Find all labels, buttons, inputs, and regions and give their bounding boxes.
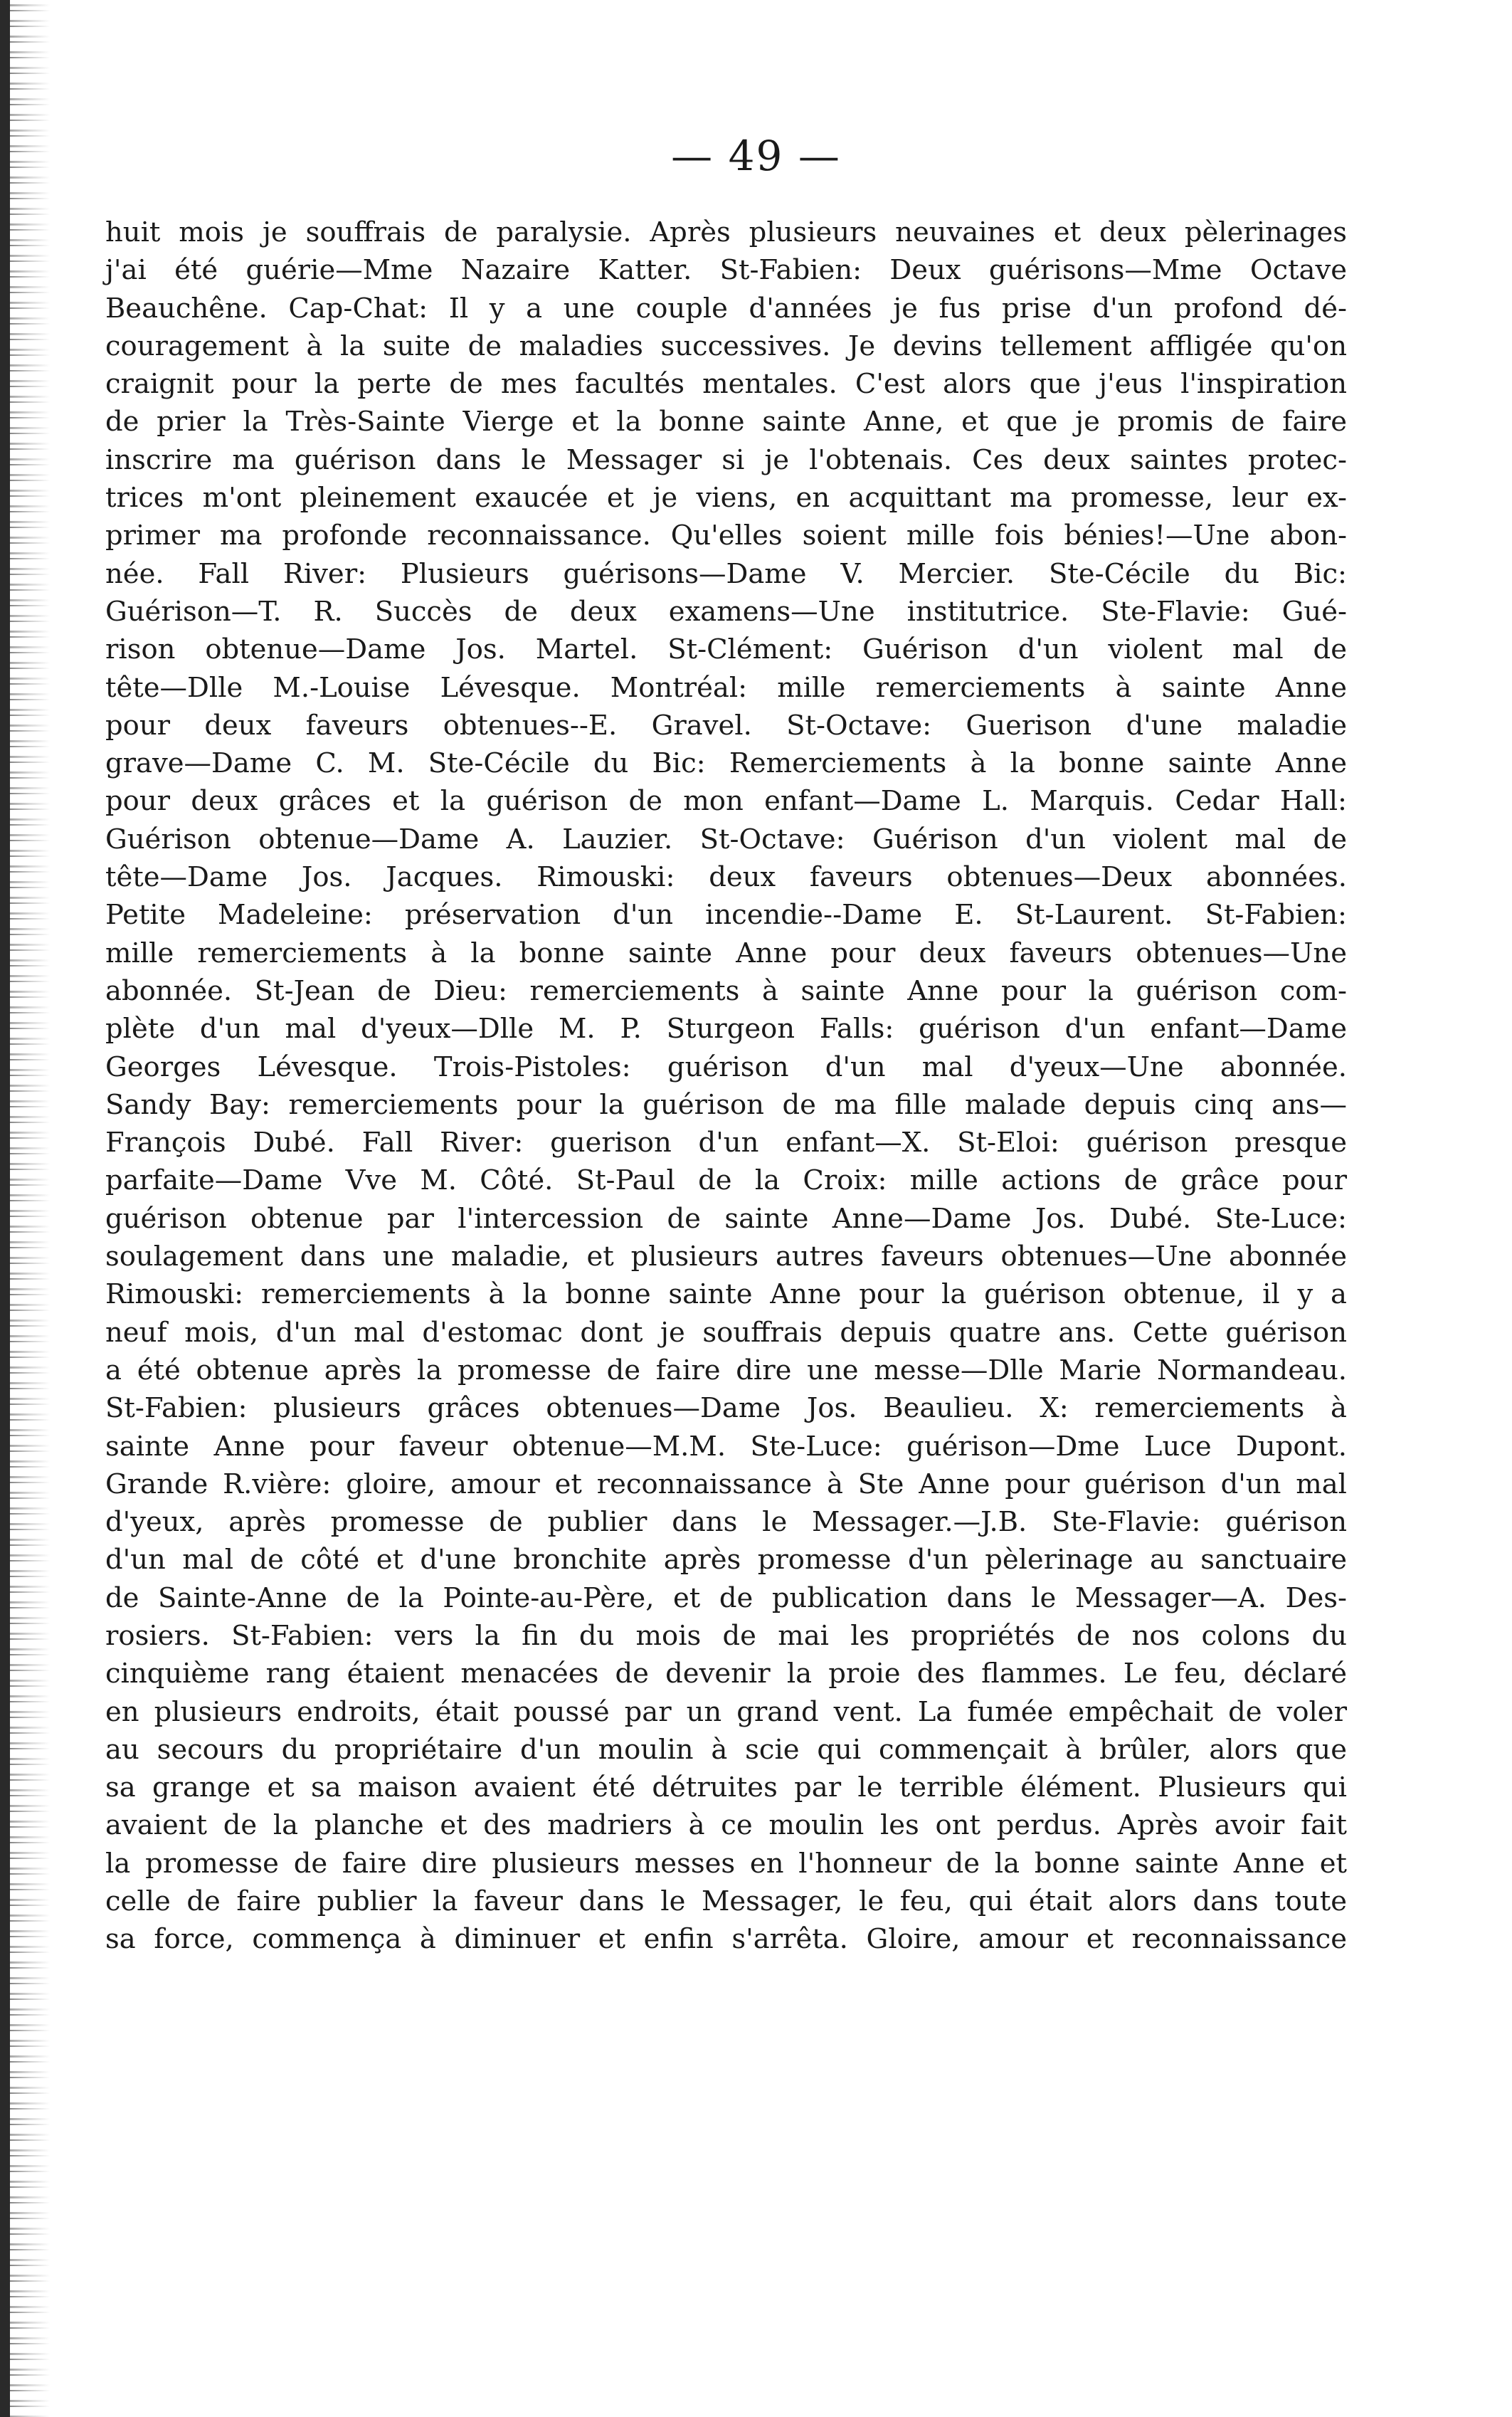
text-line: craignit pour la perte de mes facultés mentales. C'est alors que j'eus l'inspiration <box>105 368 1347 401</box>
text-line: plète d'un mal d'yeux—Dlle M. P. Sturgeon Falls: guérison d'un enfant—Dame <box>105 1013 1347 1046</box>
text-line: soulagement dans une maladie, et plusieurs autres faveurs obtenues—Une abonnée <box>105 1241 1347 1273</box>
text-line: d'yeux, après promesse de publier dans le Messager.—J.B. Ste-Flavie: guérison <box>105 1506 1347 1539</box>
text-line: abonnée. St-Jean de Dieu: remerciements à sainte Anne pour la guérison com- <box>105 974 1347 1007</box>
text-line: rison obtenue—Dame Jos. Martel. St-Clément: Guérison d'un violent mal de <box>105 633 1347 666</box>
text-line: au secours du propriétaire d'un moulin à scie qui commençait à brûler, alors que <box>105 1733 1347 1766</box>
text-line: Grande R.vière: gloire, amour et reconnaissance à Ste Anne pour guérison d'un mal <box>105 1468 1347 1500</box>
page-number: — 49 — <box>671 132 841 180</box>
text-line: celle de faire publier la faveur dans le Messager, le feu, qui était alors dans toute <box>105 1885 1347 1918</box>
text-line: la promesse de faire dire plusieurs messes en l'honneur de la bonne sainte Anne et <box>105 1847 1347 1880</box>
text-line: guérison obtenue par l'intercession de sainte Anne—Dame Jos. Dubé. Ste-Luce: <box>105 1202 1347 1235</box>
text-line: d'un mal de côté et d'une bronchite après promesse d'un pèlerinage au sanctuaire <box>105 1544 1347 1576</box>
text-line: pour deux grâces et la guérison de mon enfant—Dame L. Marquis. Cedar Hall: <box>105 785 1347 818</box>
text-line: pour deux faveurs obtenues--E. Gravel. St-Octave: Guerison d'une maladie <box>105 709 1347 742</box>
body-text <box>105 214 1347 2384</box>
text-line: Rimouski: remerciements à la bonne sainte Anne pour la guérison obtenue, il y a <box>105 1278 1347 1311</box>
text-line: inscrire ma guérison dans le Messager si je l'obtenais. Ces deux saintes protec- <box>105 443 1347 476</box>
text-line: couragement à la suite de maladies successives. Je devins tellement affligée qu'on <box>105 330 1347 362</box>
text-line: François Dubé. Fall River: guerison d'un enfant—X. St-Eloi: guérison presque <box>105 1127 1347 1159</box>
text-line: trices m'ont pleinement exaucée et je viens, en acquittant ma promesse, leur ex- <box>105 482 1347 515</box>
text-line: parfaite—Dame Vve M. Côté. St-Paul de la Croix: mille actions de grâce pour <box>105 1164 1347 1197</box>
text-line: Guérison obtenue—Dame A. Lauzier. St-Octave: Guérison d'un violent mal de <box>105 823 1347 855</box>
text-line: a été obtenue après la promesse de faire dire une messe—Dlle Marie Normandeau. <box>105 1354 1347 1386</box>
text-line: tête—Dlle M.-Louise Lévesque. Montréal: mille remerciements à sainte Anne <box>105 671 1347 704</box>
text-line: sa grange et sa maison avaient été détruites par le terrible élément. Plusieurs qui <box>105 1771 1347 1804</box>
text-line: Guérison—T. R. Succès de deux examens—Une institutrice. Ste-Flavie: Gué- <box>105 595 1347 628</box>
text-line: j'ai été guérie—Mme Nazaire Katter. St-Fabien: Deux guérisons—Mme Octave <box>105 254 1347 287</box>
text-line: sa force, commença à diminuer et enfin s'arrêta. Gloire, amour et reconnaissance <box>105 1923 1347 1956</box>
text-line: Petite Madeleine: préservation d'un incendie--Dame E. St-Laurent. St-Fabien: <box>105 899 1347 932</box>
text-line: primer ma profonde reconnaissance. Qu'elles soient mille fois bénies!—Une abon- <box>105 520 1347 552</box>
text-line: née. Fall River: Plusieurs guérisons—Dame V. Mercier. Ste-Cécile du Bic: <box>105 557 1347 590</box>
text-line: Beauchêne. Cap-Chat: Il y a une couple d'années je fus prise d'un profond dé- <box>105 292 1347 325</box>
text-line: neuf mois, d'un mal d'estomac dont je souffrais depuis quatre ans. Cette guérison <box>105 1316 1347 1349</box>
text-line: de prier la Très-Sainte Vierge et la bonne sainte Anne, et que je promis de faire <box>105 406 1347 438</box>
text-line: grave—Dame C. M. Ste-Cécile du Bic: Remerciements à la bonne sainte Anne <box>105 747 1347 780</box>
text-line: mille remerciements à la bonne sainte Anne pour deux faveurs obtenues—Une <box>105 937 1347 969</box>
text-line: de Sainte-Anne de la Pointe-au-Père, et de publication dans le Messager—A. Des- <box>105 1581 1347 1614</box>
binding-shadow <box>0 0 10 2417</box>
text-line: rosiers. St-Fabien: vers la fin du mois de mai les propriétés de nos colons du <box>105 1619 1347 1652</box>
text-line: tête—Dame Jos. Jacques. Rimouski: deux faveurs obtenues—Deux abonnées. <box>105 861 1347 894</box>
text-line: sainte Anne pour faveur obtenue—M.M. Ste-Luce: guérison—Dme Luce Dupont. <box>105 1430 1347 1463</box>
text-line: Sandy Bay: remerciements pour la guérison de ma fille malade depuis cinq ans— <box>105 1088 1347 1121</box>
text-line: cinquième rang étaient menacées de devenir la proie des flammes. Le feu, déclaré <box>105 1658 1347 1690</box>
text-line: Georges Lévesque. Trois-Pistoles: guérison d'un mal d'yeux—Une abonnée. <box>105 1050 1347 1083</box>
text-line: en plusieurs endroits, était poussé par un grand vent. La fumée empêchait de voler <box>105 1695 1347 1728</box>
text-line: avaient de la planche et des madriers à ce moulin les ont perdus. Après avoir fait <box>105 1809 1347 1842</box>
text-line: huit mois je souffrais de paralysie. Après plusieurs neuvaines et deux pèlerinages <box>105 216 1347 248</box>
text-line: St-Fabien: plusieurs grâces obtenues—Dame Jos. Beaulieu. X: remerciements à <box>105 1392 1347 1425</box>
